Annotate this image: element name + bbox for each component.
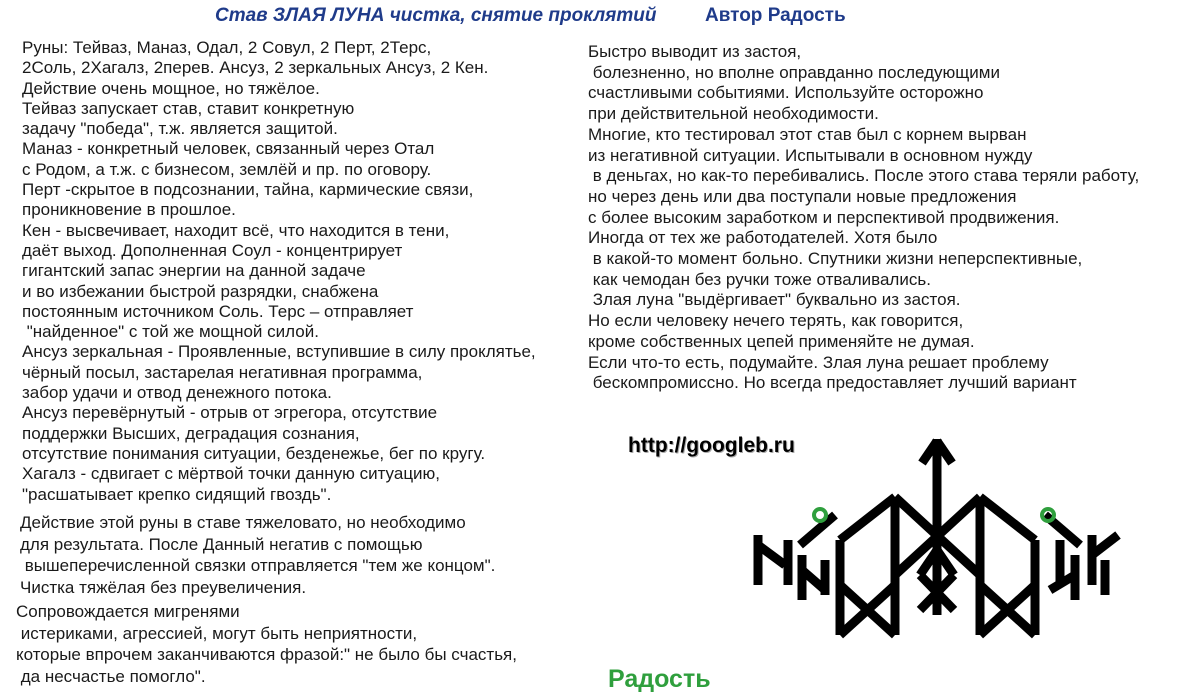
text-line: которые впрочем заканчиваются фразой:" не было бы счастья, — [16, 645, 517, 664]
text-line: проникновение в прошлое. — [22, 200, 236, 220]
text-line: Многие, кто тестировал этот став был с корнем вырван — [588, 124, 1027, 144]
description-block-effect — [20, 512, 495, 598]
text-line: в деньгах, но как-то перебивались. После этого става теряли работу, — [588, 166, 1140, 186]
text-line: "найденное" с той же мощной силой. — [22, 322, 319, 342]
text-line: при действительной необходимости. — [588, 104, 879, 124]
text-line: Ансуз зеркальная - Проявленные, вступившие в силу проклятье, — [22, 342, 536, 362]
text-line: Иногда от тех же работодателей. Хотя было — [588, 228, 938, 248]
text-line: Руны: Тейваз, Маназ, Одал, 2 Совул, 2 Перт, 2Терс, — [22, 38, 432, 57]
text-line: Маназ - конкретный человек, связанный через Отал — [22, 139, 435, 159]
text-line: истериками, агрессией, могут быть неприятности, — [16, 623, 418, 643]
text-line: чёрный посыл, застарелая негативная программа, — [22, 362, 423, 382]
text-line: и во избежании быстрой разрядки, снабжена — [22, 281, 379, 301]
text-line: кроме собственных цепей применяйте не думая. — [588, 331, 975, 351]
text-line: но через день или два поступали новые предложения — [588, 186, 1017, 206]
text-line: Кен - высвечивает, находит всё, что находится в тени, — [22, 220, 450, 240]
text-line: из негативной ситуации. Испытывали в основном нужду — [588, 145, 1033, 165]
text-line: поддержки Высших, деградация сознания, — [22, 423, 360, 443]
text-line: "расшатывает крепко сидящий гвоздь". — [22, 484, 332, 504]
text-line: болезненно, но вполне оправданно последующими — [588, 62, 1000, 82]
description-block-side-effects — [16, 601, 517, 687]
text-line: Действие этой руны в ставе тяжеловато, но необходимо — [20, 513, 466, 532]
text-line: Злая луна "выдёргивает" буквально из застоя. — [588, 290, 961, 310]
text-line: как чемодан без ручки тоже отваливались. — [588, 269, 931, 289]
signature-text: Радость — [608, 665, 711, 693]
text-line: Действие очень мощное, но тяжёлое. — [22, 78, 320, 98]
text-line: Ансуз перевёрнутый - отрыв от эгрегора, отсутствие — [22, 403, 438, 423]
rune-stave-image — [740, 435, 1140, 650]
text-line: вышеперечисленной связки отправляется "тем же концом". — [20, 556, 496, 575]
website-link[interactable]: http://googleb.ru — [628, 434, 795, 457]
text-line: даёт выход. Дополненная Соул - концентрирует — [22, 240, 403, 260]
text-line: Тейваз запускает став, ставит конкретную — [22, 98, 355, 118]
text-line: с Родом, а т.ж. с бизнесом, землёй и пр. по оговору. — [22, 159, 432, 179]
text-line: для результата. После Данный негатив с помощью — [20, 534, 423, 554]
text-line: с более высоким заработком и перспективой продвижения. — [588, 207, 1060, 227]
text-line: Сопровождается мигренями — [16, 602, 240, 621]
page-title: Став ЗЛАЯ ЛУНА чистка, снятие проклятий — [215, 5, 657, 26]
description-block-runes — [22, 38, 536, 505]
author-label: Автор Радость — [705, 5, 846, 26]
text-line: отсутствие понимания ситуации, безденежье, бег по кругу. — [22, 443, 486, 463]
text-line: задачу "победа", т.ж. является защитой. — [22, 119, 338, 139]
text-line: Быстро выводит из застоя, — [588, 42, 802, 61]
text-line: забор удачи и отвод денежного потока. — [22, 383, 332, 403]
text-line: Перт -скрытое в подсознании, тайна, кармические связи, — [22, 180, 474, 200]
text-line: Но если человеку нечего терять, как говорится, — [588, 311, 964, 331]
text-line: да несчастье помогло". — [16, 666, 206, 686]
text-line: счастливыми событиями. Используйте осторожно — [588, 83, 984, 103]
text-line: Чистка тяжёлая без преувеличения. — [20, 577, 307, 597]
text-line: Если что-то есть, подумайте. Злая луна решает проблему — [588, 352, 1049, 372]
description-block-results — [588, 42, 1139, 394]
text-line: постоянным источником Соль. Терс – отправляет — [22, 301, 414, 321]
text-line: гигантский запас энергии на данной задаче — [22, 261, 366, 281]
text-line: бескомпромиссно. Но всегда предоставляет лучший вариант — [588, 373, 1077, 393]
text-line: в какой-то момент больно. Спутники жизни неперспективные, — [588, 249, 1083, 269]
text-line: Хагалз - сдвигает с мёртвой точки данную ситуацию, — [22, 464, 441, 484]
text-line: 2Соль, 2Хагалз, 2перев. Ансуз, 2 зеркальных Ансуз, 2 Кен. — [22, 58, 489, 78]
